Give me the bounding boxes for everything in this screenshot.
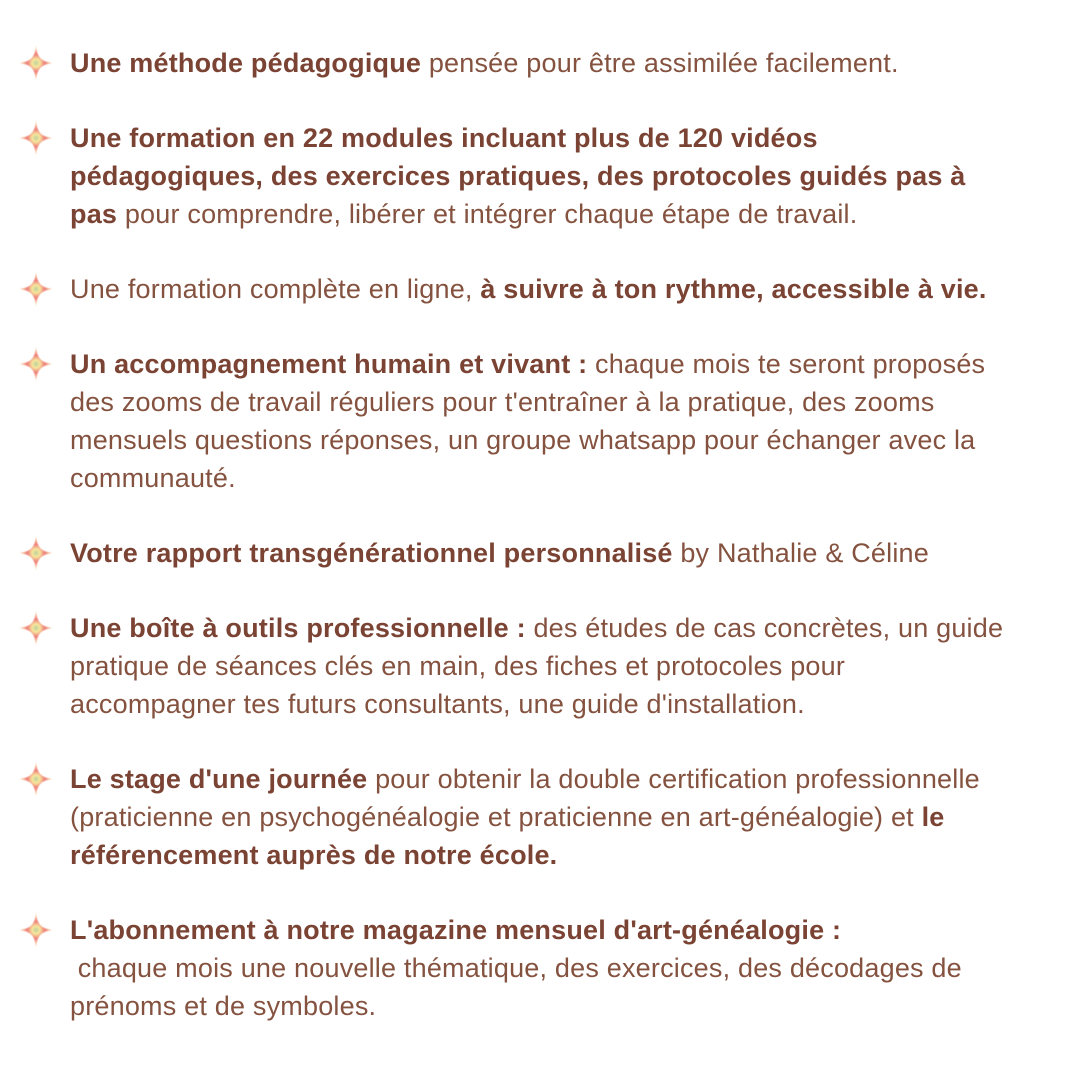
sparkle-star-icon: [18, 610, 54, 646]
list-item-3: [18, 270, 1016, 308]
list-item-1: [18, 44, 1016, 82]
bullet-text: [70, 911, 1014, 1025]
bullet-text-bold-segment: Une boîte à outils professionnelle :: [70, 613, 526, 643]
bullet-text: [70, 345, 1014, 497]
bullet-text: [70, 44, 899, 82]
list-item-6: [18, 609, 1016, 723]
bullet-text: [70, 270, 987, 308]
bullet-text-bold-segment: Une formation en 22 modules incluant plus de 120 vidéos pédagogiques, des exercices pratiques, des protocoles guidés pas à pas: [70, 123, 974, 229]
sparkle-star-icon: [18, 120, 54, 156]
bullet-text-regular-segment: chaque mois te seront proposés des zooms de travail réguliers pour t'entraîner à la pratique, des zooms mensuels questions réponses, un groupe whatsapp pour échanger avec la communauté.: [70, 349, 993, 493]
bullet-text-regular-segment: des études de cas concrètes, un guide pratique de séances clés en main, des fiches et protocoles pour accompagner tes futurs consultants, une guide d'installation.: [70, 613, 1011, 719]
list-item-8: [18, 911, 1016, 1025]
sparkle-star-icon: [18, 912, 54, 948]
sparkle-star-icon: [18, 271, 54, 307]
bullet-text-regular-segment: chaque mois une nouvelle thématique, des exercices, des décodages de prénoms et de symboles.: [70, 953, 970, 1021]
bullet-text-regular-segment: pensée pour être assimilée facilement.: [421, 48, 899, 78]
list-item-4: [18, 345, 1016, 497]
bullet-text-bold-segment: Un accompagnement humain et vivant :: [70, 349, 588, 379]
list-item-7: [18, 760, 1016, 874]
bullet-text-bold-segment: L'abonnement à notre magazine mensuel d'art-généalogie :: [70, 915, 842, 945]
bullet-text-regular-segment: Une formation complète en ligne,: [70, 274, 481, 304]
bullet-text-regular-segment: pour comprendre, libérer et intégrer chaque étape de travail.: [117, 199, 858, 229]
sparkle-star-icon: [18, 535, 54, 571]
list-item-2: [18, 119, 1016, 233]
bullet-text: [70, 534, 929, 572]
bullet-text-bold-segment: Votre rapport transgénérationnel personnalisé: [70, 538, 673, 568]
bullet-text: [70, 760, 1014, 874]
bullet-text: [70, 119, 1014, 233]
bullet-text-bold-segment: Une méthode pédagogique: [70, 48, 422, 78]
sparkle-star-icon: [18, 346, 54, 382]
bullet-text-regular-segment: pour obtenir la double certification professionnelle (praticienne en psychogénéalogie et praticienne en art-généalogie) et: [70, 764, 988, 832]
bullet-text-regular-segment: by Nathalie & Céline: [672, 538, 929, 568]
bullet-text: [70, 609, 1014, 723]
sparkle-star-icon: [18, 45, 54, 81]
benefits-list: [18, 44, 1016, 1025]
list-item-5: [18, 534, 1016, 572]
bullet-text-bold-segment: Le stage d'une journée: [70, 764, 368, 794]
bullet-text-bold-segment: à suivre à ton rythme, accessible à vie.: [480, 274, 987, 304]
bullet-text-bold-segment: le référencement auprès de notre école.: [70, 802, 953, 870]
sparkle-star-icon: [18, 761, 54, 797]
